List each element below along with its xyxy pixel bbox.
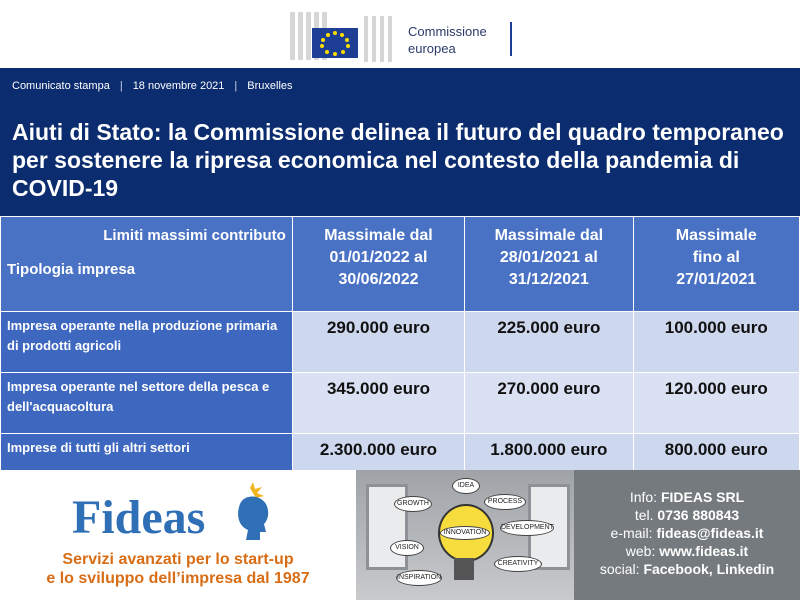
info-prefix: social: [599, 561, 644, 577]
innovation-photo [356, 470, 574, 600]
table-header-row [1, 217, 800, 312]
corner-label-type: Tipologia impresa [7, 261, 136, 278]
contact-info [574, 470, 800, 600]
info-line [574, 542, 800, 560]
table-cell: 225.000 euro [465, 312, 633, 373]
table-cell: 345.000 euro [292, 373, 464, 434]
fideas-logo-text: Fideas [72, 491, 206, 544]
social-links[interactable]: Facebook, Linkedin [643, 561, 775, 577]
column-header-line: Massimale [675, 227, 757, 244]
table-row [1, 373, 800, 434]
table-cell: 100.000 euro [633, 312, 799, 373]
row-label: Impresa operante nel settore della pesca e dell'acquacoltura [1, 373, 293, 434]
idea-bubble: DEVELOPMENT [500, 520, 554, 536]
phone-number: 0736 880843 [657, 507, 740, 523]
european-commission-logo [278, 6, 524, 70]
press-date: 18 novembre 2021 [132, 80, 225, 92]
press-place: Bruxelles [247, 80, 293, 92]
page-title: Aiuti di Stato: la Commissione delinea il futuro del quadro temporaneo per sostenere la ripresa economica nel contesto della pandemia di COVID-19 [12, 119, 784, 201]
logo-band [0, 0, 800, 68]
info-prefix: e-mail: [610, 525, 657, 541]
table-cell: 2.300.000 euro [292, 434, 464, 495]
idea-bubble: INNOVATION [440, 526, 490, 540]
info-prefix: web: [625, 543, 660, 559]
fideas-logo-area[interactable] [0, 470, 356, 600]
press-release-header [0, 68, 800, 216]
wordmark-line1: Commissione [408, 24, 487, 39]
column-header-line: 27/01/2021 [676, 271, 757, 288]
column-header-line: Massimale dal [494, 227, 604, 244]
press-type: Comunicato stampa [12, 80, 110, 92]
wordmark-line2: europea [408, 41, 456, 56]
table-cell: 290.000 euro [292, 312, 464, 373]
info-line [574, 506, 800, 524]
column-header-line: 30/06/2022 [338, 271, 419, 288]
table-cell: 1.800.000 euro [465, 434, 633, 495]
column-header [633, 217, 799, 312]
table-cell: 270.000 euro [465, 373, 633, 434]
head-silhouette-icon [222, 480, 280, 544]
info-line [574, 560, 800, 578]
building-right-graphic [364, 16, 398, 62]
tagline-line1: Servizi avanzati per lo start-up [62, 551, 294, 568]
idea-bubble: INSPIRATION [396, 570, 442, 586]
company-name: FIDEAS SRL [660, 489, 745, 505]
column-header-line: 01/01/2022 al [329, 249, 428, 266]
column-header [292, 217, 464, 312]
table-row [1, 312, 800, 373]
logo-divider [510, 22, 512, 56]
idea-bubble: GROWTH [394, 496, 432, 512]
row-label: Imprese di tutti gli altri settori [1, 434, 293, 495]
idea-bubble: VISION [390, 540, 424, 556]
info-line [574, 488, 800, 506]
fideas-banner [0, 470, 800, 600]
tagline-line2: e lo sviluppo dell’impresa dal 1987 [46, 570, 310, 587]
idea-bubble: IDEA [452, 478, 480, 494]
website-link[interactable]: www.fideas.it [659, 543, 749, 559]
idea-bubble: CREATIVITY [494, 556, 542, 572]
table-cell: 120.000 euro [633, 373, 799, 434]
info-line [574, 524, 800, 542]
press-meta: Comunicato stampa | 18 novembre 2021 | Bruxelles [12, 80, 293, 92]
info-prefix: Info: [629, 489, 661, 505]
row-label: Impresa operante nella produzione primaria di prodotti agricoli [1, 312, 293, 373]
lightbulb-base [454, 558, 474, 580]
table-corner-cell [1, 217, 293, 312]
commission-wordmark [408, 23, 487, 57]
column-header [465, 217, 633, 312]
idea-bubble: PROCESS [484, 494, 526, 510]
corner-label-limits: Limiti massimi contributo [103, 227, 286, 244]
column-header-line: 28/01/2021 al [499, 249, 598, 266]
column-header-line: fino al [692, 249, 740, 266]
contribution-limits-table [0, 216, 800, 495]
table-cell: 800.000 euro [633, 434, 799, 495]
eu-flag-icon [312, 28, 358, 58]
column-header-line: Massimale dal [324, 227, 433, 244]
info-prefix: tel. [634, 507, 658, 523]
email-link[interactable]: fideas@fideas.it [656, 525, 764, 541]
column-header-line: 31/12/2021 [508, 271, 589, 288]
